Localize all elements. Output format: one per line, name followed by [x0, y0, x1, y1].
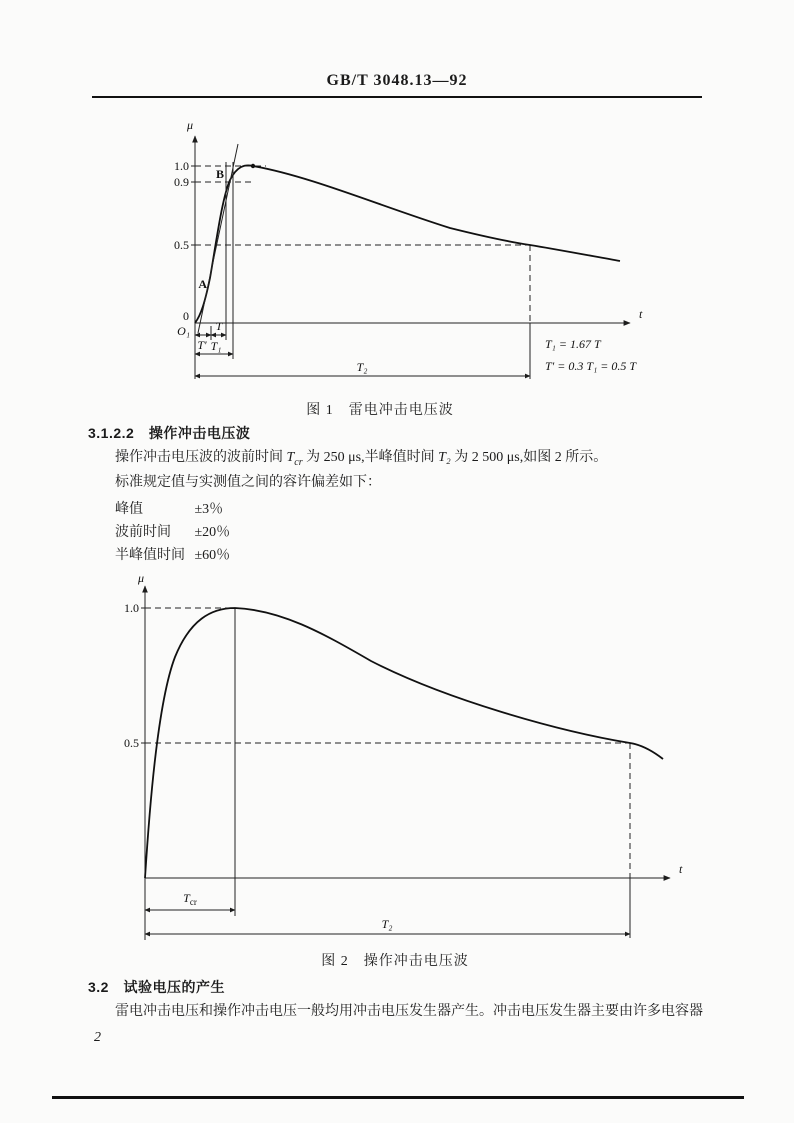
section-32-heading: 3.2 试验电压的产生: [88, 979, 225, 995]
fig1-marker-tprime-label: T′: [197, 338, 207, 352]
section-32-para1: 雷电冲击电压和操作冲击电压一般均用冲击电压发生器产生。冲击电压发生器主要由许多电容器: [115, 1004, 703, 1019]
tolerance-label: 波前时间: [115, 525, 171, 540]
fig2-marker-tcr-label: [183, 891, 197, 907]
fig1-tick-10-label: 1.0: [174, 159, 189, 173]
text-run: 操作冲击电压波的波前时间: [115, 450, 287, 465]
fig1-peak-dot: [251, 164, 255, 168]
page-number: 2: [94, 1030, 101, 1045]
fig1-x-axis-label: t: [639, 307, 643, 321]
fig1-marker-t-label: T: [215, 319, 223, 333]
fig1-marker-t2-label: T₂: [356, 360, 368, 374]
tolerance-row-half-value-time: [115, 544, 230, 564]
var-tcr-sub: cr: [294, 456, 303, 468]
tolerance-value: ±60％: [194, 548, 231, 563]
fig2-tick-10-label: 1.0: [124, 601, 139, 615]
var-tcr-base: T: [286, 450, 295, 465]
fig1-point-a-label: A: [198, 277, 207, 291]
tolerance-value: ±3％: [194, 502, 224, 517]
fig2-x-axis-label: t: [679, 862, 683, 876]
fig2-tcr-sub: cr: [189, 897, 197, 907]
section-3122-para1: [115, 448, 607, 473]
fig1-tick-09-label: 0.9: [174, 175, 189, 189]
fig1-y-axis-label: μ: [186, 118, 194, 132]
figure2-caption: 图 2 操作冲击电压波: [321, 954, 469, 969]
figure1-caption: 图 1 雷电冲击电压波: [306, 403, 454, 418]
fig2-tcr-base: T: [183, 891, 190, 905]
fig2-marker-t2-label: T₂: [381, 917, 393, 931]
tolerance-label: 峰值: [115, 502, 143, 517]
fig1-note-2: T′ = 0.3 T₁ = 0.5 T: [545, 359, 637, 373]
tolerance-label: 半峰值时间: [115, 548, 185, 563]
fig1-tick-05-label: 0.5: [174, 238, 189, 252]
tolerance-row-peak: [115, 498, 223, 518]
fig1-zero-label: 0: [183, 309, 189, 323]
fig1-marker-t1-label: T₁: [210, 339, 222, 353]
footer-rule: [52, 1096, 744, 1099]
text-run: 为 250 μs,半峰值时间: [302, 450, 439, 465]
section-3122-heading: 3.1.2.2 操作冲击电压波: [88, 425, 251, 441]
figure2-chart: [95, 572, 745, 950]
doc-number: GB/T 3048.13—92: [326, 72, 468, 89]
fig1-note-1: T₁ = 1.67 T: [545, 337, 601, 351]
figure1-chart: [90, 116, 740, 404]
section-3122-para2: 标准规定值与实测值之间的容许偏差如下：: [115, 475, 381, 490]
fig1-origin-label: O₁: [177, 324, 190, 338]
var-t2: T₂: [438, 450, 451, 465]
fig2-y-axis-label: μ: [137, 572, 145, 585]
tolerance-row-front-time: [115, 521, 230, 541]
header-rule: [92, 96, 702, 98]
fig2-tick-05-label: 0.5: [124, 736, 139, 750]
text-run: 为 2 500 μs,如图 2 所示。: [450, 450, 608, 465]
fig1-waveform-curve: [195, 165, 620, 323]
tolerance-value: ±20％: [194, 525, 231, 540]
fig1-point-b-label: B: [215, 167, 224, 181]
